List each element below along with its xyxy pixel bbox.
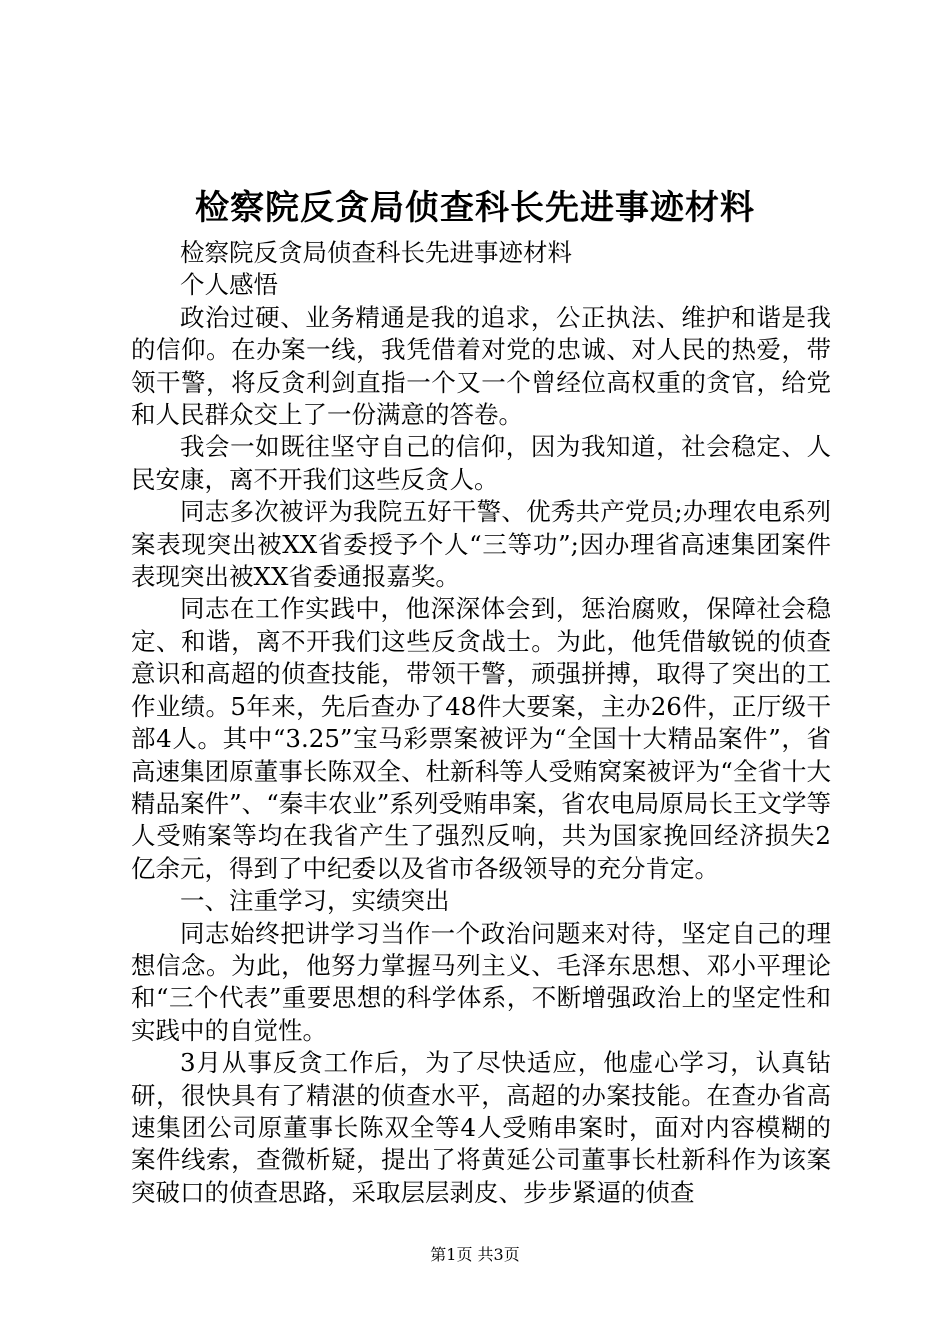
paragraph: 同志在工作实践中，他深深体会到，惩治腐败，保障社会稳定、和谐，离不开我们这些反贪战士。为此，他凭借敏锐的侦查意识和高超的侦查技能，带领干警，顽强拼搏，取得了突出的工作业绩。5年来，先后查办了48件大要案，主办26件，正厅级干部4人。其中“3.25”宝马彩票案被评为“全国十大精品案件”，省高速集团原董事长陈双全、杜新科等人受贿窝案被评为“全省十大精品案件”、“秦丰农业”系列受贿串案，省农电局原局长王文学等人受贿案等均在我省产生了强烈反响，共为国家挽回经济损失2亿余元，得到了中纪委以及省市各级领导的充分肯定。 [131,594,831,883]
page-number-footer: 第1页 共3页 [430,1245,520,1264]
document-body [131,237,831,1209]
paragraph-heading-personal-insight: 个人感悟 [180,270,278,300]
paragraph: 3月从事反贪工作后，为了尽快适应，他虚心学习，认真钻研，很快具有了精湛的侦查水平，高超的办案技能。在查办省高速集团公司原董事长陈双全等4人受贿串案时，面对内容模糊的案件线索，查微析疑，提出了将黄延公司董事长杜新科作为该案突破口的侦查思路，采取层层剥皮、步步紧逼的侦查 [131,1048,831,1207]
paragraph: 同志始终把讲学习当作一个政治问题来对待，坚定自己的理想信念。为此，他努力掌握马列主义、毛泽东思想、邓小平理论和“三个代表”重要思想的科学体系，不断增强政治上的坚定性和实践中的自觉性。 [131,918,831,1045]
paragraph: 同志多次被评为我院五好干警、优秀共产党员;办理农电系列案表现突出被XX省委授予个人“三等功”;因办理省高速集团案件表现突出被XX省委通报嘉奖。 [131,497,831,592]
section-heading: 一、注重学习，实绩突出 [180,886,450,916]
paragraph: 政治过硬、业务精通是我的追求，公正执法、维护和谐是我的信仰。在办案一线，我凭借着对党的忠诚、对人民的热爱，带领干警，将反贪利剑直指一个又一个曾经位高权重的贪官，给党和人民群众交上了一份满意的答卷。 [131,302,831,430]
document-title: 检察院反贪局侦查科长先进事迹材料 [195,188,755,228]
paragraph: 我会一如既往坚守自己的信仰，因为我知道，社会稳定、人民安康，离不开我们这些反贪人。 [131,432,831,494]
paragraph-subtitle: 检察院反贪局侦查科长先进事迹材料 [180,238,572,267]
